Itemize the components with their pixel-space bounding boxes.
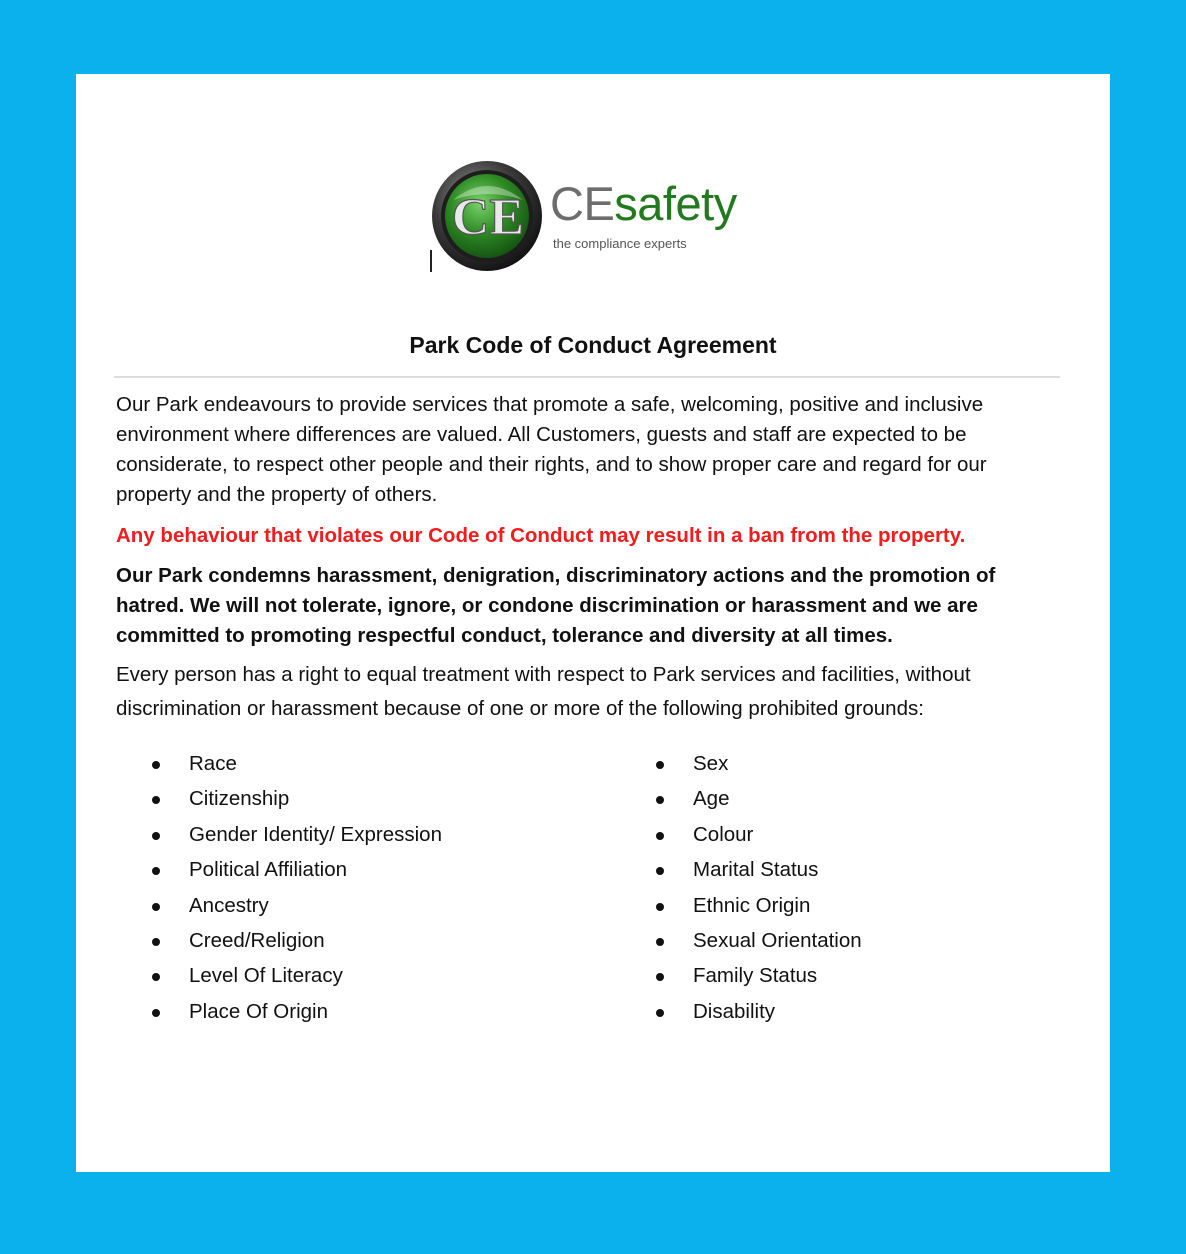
logo-wordmark-ce: CE: [550, 177, 615, 230]
logo-wordmark: [550, 174, 737, 234]
document-title: Park Code of Conduct Agreement: [409, 332, 777, 358]
list-item: Ethnic Origin: [656, 890, 1056, 925]
list-item: Sexual Orientation: [656, 925, 1056, 960]
rights-paragraph: Every person has a right to equal treatment with respect to Park services and facilities, without discrimination or harassment because of one or more of the following prohibited grounds:: [116, 663, 971, 720]
list-item: Ancestry: [152, 890, 592, 925]
list-item: Level Of Literacy: [152, 960, 592, 995]
list-item: Colour: [656, 819, 1056, 854]
list-item: Age: [656, 783, 1056, 818]
logo-tagline: the compliance experts: [553, 236, 687, 251]
title-divider: [114, 376, 1060, 378]
list-item: Citizenship: [152, 783, 592, 818]
list-item: Race: [152, 748, 592, 783]
grounds-list-left: [152, 748, 592, 1031]
svg-text:CE: CE: [451, 189, 525, 246]
list-item: Sex: [656, 748, 1056, 783]
list-item: Marital Status: [656, 854, 1056, 889]
document-page: [76, 74, 1110, 1172]
list-item: Creed/Religion: [152, 925, 592, 960]
text-cursor: [430, 250, 432, 272]
intro-paragraph: Our Park endeavours to provide services that promote a safe, welcoming, positive and inclusive environment where differences are valued. All Customers, guests and staff are expected to be considerate, to respect other people and their rights, and to show proper care and regard for our property and the property of others.: [116, 393, 987, 506]
ce-emblem-icon: [431, 160, 543, 272]
grounds-list-right: [656, 748, 1056, 1031]
condemnation-paragraph: Our Park condemns harassment, denigration, discriminatory actions and the promotion of hatred. We will not tolerate, ignore, or condone discrimination or harassment and we are committed to promoting respectful conduct, tolerance and diversity at all times.: [116, 564, 996, 647]
warning-paragraph: Any behaviour that violates our Code of Conduct may result in a ban from the property.: [116, 524, 966, 547]
list-item: Political Affiliation: [152, 854, 592, 889]
list-item: Gender Identity/ Expression: [152, 819, 592, 854]
list-item: Family Status: [656, 960, 1056, 995]
logo-wordmark-safety: safety: [614, 177, 737, 230]
list-item: Place Of Origin: [152, 996, 592, 1031]
list-item: Disability: [656, 996, 1056, 1031]
company-logo: [431, 160, 751, 276]
